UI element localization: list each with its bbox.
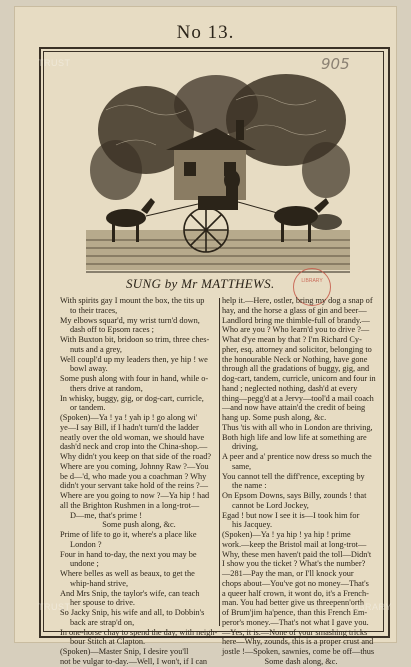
lyric-line: man. You had better give us threepenn'orth bbox=[222, 598, 365, 608]
lyric-line: pher, esq. attorney and solicitor, belonging to bbox=[222, 344, 372, 354]
lyric-line: What d'ye mean by that ? I'm Richard Cy- bbox=[222, 335, 362, 344]
lyric-line: not be vulgar to-day.—Well, I won't, if I can bbox=[60, 656, 208, 666]
stamp-text: LIBRARY bbox=[301, 278, 323, 284]
lyric-line: —and now have attain'd the credit of being bbox=[222, 403, 366, 413]
chorus-line: Some dash along, &c. bbox=[264, 656, 338, 666]
handwritten-catalog-number: 905 bbox=[321, 55, 350, 73]
lyric-line: jostle !—Spoken, sawnies, come be off—thus bbox=[222, 647, 375, 656]
right-column bbox=[222, 296, 380, 666]
lyric-line: neatly over the old woman, we should have bbox=[60, 432, 205, 442]
lyric-line: cannot be Lord Jockey, bbox=[232, 500, 309, 510]
lyric-line: the name : bbox=[232, 481, 267, 491]
lyric-line: A peer and a' prentice now dress so much the bbox=[222, 452, 372, 461]
lyric-line: Thus 'tis with all who in London are thriving, bbox=[222, 422, 373, 432]
lyric-line: work.—keep the Bristol mail at long-trot— bbox=[222, 539, 367, 549]
lyric-line: D—me, that's prime ! bbox=[70, 510, 143, 520]
lyric-line: ye—I say Bill, if I hadn't turn'd the ladder bbox=[60, 422, 199, 432]
watermark-text: LIBRARY bbox=[350, 602, 392, 612]
lyric-line: Why, these men haven't paid the toll—Didn't bbox=[222, 549, 372, 559]
lyric-line: driving, bbox=[232, 442, 259, 452]
lyric-line: Some push along with four in hand, while o- bbox=[60, 374, 209, 383]
chorus-line: Some push along, &c. bbox=[102, 520, 176, 530]
lyric-line: Landlord bring me thimble-full of brandy.— bbox=[222, 315, 370, 325]
lyric-line: Four in hand to-day, the next you may be bbox=[60, 549, 197, 559]
lyric-line: London ? bbox=[70, 539, 102, 549]
lyric-line: dash'd neck and crop into the China-shop.— bbox=[60, 442, 208, 452]
lyric-line: Both high life and low life at something are bbox=[222, 432, 367, 442]
lyric-line: help it.—Here, ostler, bring my dog a snap of bbox=[222, 296, 373, 305]
lyric-line: to their traces, bbox=[70, 305, 118, 315]
watermark-text: TRUST bbox=[38, 602, 71, 612]
lyric-line: chops about—You've got no money—That's bbox=[222, 578, 369, 588]
lyric-line: same, bbox=[232, 461, 252, 471]
lyric-line: You cannot tell the diff'rence, excepting by bbox=[222, 471, 365, 481]
lyric-line: (Spoken)—Master Snip, I desire you'll bbox=[60, 647, 189, 656]
lyric-line: be d—'d, who made you a coachman ? Why bbox=[60, 471, 207, 481]
lyric-line: dog-cart, tandem, curricle, unicorn and four in bbox=[222, 374, 376, 383]
lyric-line: Who are you ? Who learn'd you to drive ?— bbox=[222, 325, 370, 335]
chorus-line: hang up. Some push along, &c. bbox=[222, 413, 327, 422]
lyric-line: hay, and the horse a glass of gin and beer— bbox=[222, 305, 367, 315]
lyric-line: Prime of life to go it, where's a place like bbox=[60, 530, 197, 539]
lyric-line: thing—pegg'd at a Jervy—tool'd a mail coach bbox=[222, 393, 374, 403]
lyric-line: a queer half crown, it wont do, it's a French- bbox=[222, 588, 369, 598]
lyric-line: bour Stitch at Clapton. bbox=[70, 637, 146, 647]
lyric-line: In whisky, buggy, gig, or dog-cart, curricle, bbox=[60, 393, 204, 403]
lyric-line: Egad ! but now I see it is—I took him for bbox=[222, 510, 360, 520]
lyric-line: peror's money.—That's not what I gave you. bbox=[222, 617, 369, 627]
lyric-line: the honourable Neck or Nothing, have gone bbox=[222, 354, 368, 364]
song-title: SUNG by Mr MATTHEWS. bbox=[126, 276, 275, 291]
lyric-line: hand ; neglected nothing, dash'd at every bbox=[222, 383, 358, 393]
lyric-line: of Brum'jim ha'pence, than this French Em- bbox=[222, 608, 368, 617]
lyric-line: So Jacky Snip, his wife and all, to Dobbin's bbox=[60, 608, 205, 617]
lyric-line: Where are you coming, Johnny Raw ?—You bbox=[60, 461, 209, 471]
lyric-line: Where are you going to now ?—Ya hip ! had bbox=[60, 491, 210, 500]
lyric-line: nuts and a grey, bbox=[70, 344, 122, 354]
lyric-line: My elbows squar'd, my wrist turn'd down, bbox=[60, 315, 200, 325]
lyric-line: (Spoken)—Ya ! ya ! yah ip ! go along wi' bbox=[60, 413, 198, 422]
column-divider bbox=[219, 298, 220, 626]
lyric-line: back are strap'd on, bbox=[70, 617, 135, 627]
lyric-line: undone ; bbox=[70, 559, 99, 569]
lyric-line: With Buxton bit, bridoon so trim, three ches- bbox=[60, 335, 210, 344]
lyric-line: And Mrs Snip, the taylor's wife, can teach bbox=[60, 588, 200, 598]
lyric-line: didn't your servant take hold of the reins ?— bbox=[60, 481, 209, 491]
lyric-line: Well coupl'd up my leaders then, ye hip ! we bbox=[60, 354, 208, 364]
lyric-line: On Epsom Downs, says Billy, zounds ! that bbox=[222, 491, 367, 500]
lyric-line: Where belles as well as beaux, to get the bbox=[60, 569, 195, 578]
lyric-line: I show you the ticket ? What's the number? bbox=[222, 559, 366, 569]
lyric-line: her spouse to drive. bbox=[70, 598, 135, 608]
lyric-line: —Yes, it is.—None of your smashing tricks bbox=[222, 627, 368, 637]
left-column bbox=[60, 296, 218, 666]
lyric-line: his Jacquey. bbox=[232, 520, 273, 530]
lyric-line: or tandem. bbox=[70, 403, 106, 413]
lyric-line: Why didn't you keep on that side of the road? bbox=[60, 452, 212, 461]
lyric-line: here—Why, zounds, this is a proper crust and bbox=[222, 637, 374, 647]
lyric-line: In one-horse chay to spend the day, with neigh- bbox=[60, 627, 218, 637]
lyric-line: thers drive at random, bbox=[70, 383, 143, 393]
lyric-line: all the Brighton Rushmen in a long-trot— bbox=[60, 500, 200, 510]
lyric-line: bowl away. bbox=[70, 364, 108, 374]
lyric-line: through all the gradations of buggy, gig, and bbox=[222, 364, 370, 374]
lyric-line: With spirits gay I mount the box, the tits up bbox=[60, 296, 205, 305]
broadside-sheet bbox=[14, 6, 397, 666]
page-number: No 13. bbox=[176, 22, 235, 43]
coach-engraving-icon bbox=[86, 50, 350, 280]
lyric-line: —281—Pay the man, or I'll knock your bbox=[222, 569, 354, 578]
watermark-text: TRUST bbox=[38, 58, 71, 68]
lyric-line: dash off to Epsom races ; bbox=[70, 325, 154, 335]
lyric-line: (Spoken)—Ya ! ya hip ! ya hip ! prime bbox=[222, 530, 351, 539]
lyric-line: whip-hand strive, bbox=[70, 578, 129, 588]
